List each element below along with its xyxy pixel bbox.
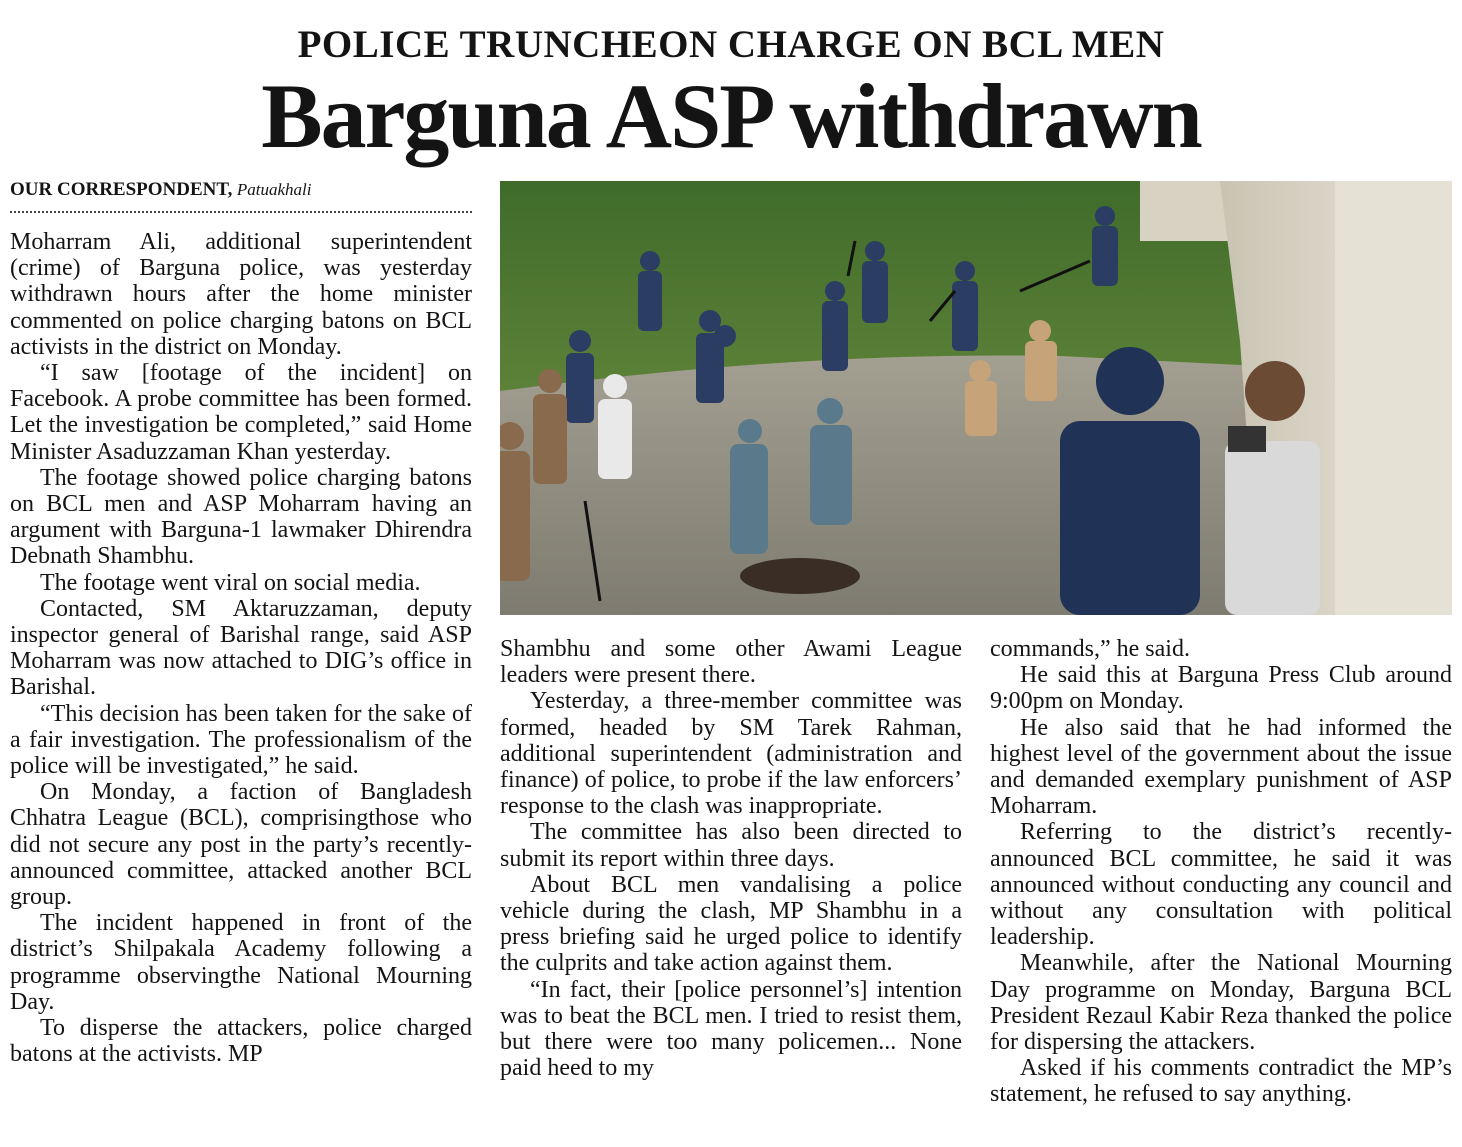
article-column-1 <box>10 229 472 1068</box>
paragraph: He also said that he had informed the highest level of the government about the issue and demanded exemplary punishment of ASP Moharram. <box>990 714 1452 820</box>
byline-name: OUR CORRESPONDENT, <box>10 179 233 200</box>
paragraph: Contacted, SM Aktaruzzaman, deputy inspector general of Barishal range, said ASP Moharram was now attached to DIG’s office in Barishal. <box>10 595 472 701</box>
paragraph: Meanwhile, after the National Mourning Day programme on Monday, Barguna BCL President Rezaul Kabir Reza thanked the police for dispersing the attackers. <box>990 950 1452 1056</box>
paragraph: Moharram Ali, additional superintendent (crime) of Barguna police, was yesterday withdrawn hours after the home minister commented on police charging batons on BCL activists in the district on Monday. <box>10 229 472 360</box>
paragraph: The footage went viral on social media. <box>40 569 421 596</box>
paragraph: “This decision has been taken for the sake of a fair investigation. The professionalism of the police will be investigated,” he said. <box>10 700 472 780</box>
paragraph: To disperse the attackers, police charged batons at the activists. MP <box>10 1015 472 1068</box>
kicker: POLICE TRUNCHEON CHARGE ON BCL MEN <box>297 23 1165 66</box>
paragraph: About BCL men vandalising a police vehicle during the clash, MP Shambhu in a press briefing said he urged police to identify the culprits and take action against them. <box>500 871 962 977</box>
paragraph: Yesterday, a three-member committee was formed, headed by SM Tarek Rahman, additional superintendent (administration and finance) of police, to probe if the law enforcers’ response to the clash was inappropriate. <box>500 688 962 820</box>
paragraph: He said this at Barguna Press Club around 9:00pm on Monday. <box>990 662 1452 715</box>
paragraph: Referring to the district’s recently-announced BCL committee, he said it was announced without conducting any council and without any consultation with political leadership. <box>990 819 1452 951</box>
paragraph: commands,” he said. <box>990 636 1190 662</box>
headline: Barguna ASP withdrawn <box>261 65 1201 167</box>
article-column-2 <box>500 636 962 1081</box>
paragraph: The footage showed police charging batons on BCL men and ASP Moharram having an argument with Barguna-1 lawmaker Dhirendra Debnath Shambhu. <box>10 464 472 570</box>
news-photo <box>500 181 1452 615</box>
byline-rule <box>10 211 472 213</box>
paragraph: Shambhu and some other Awami League leaders were present there. <box>500 636 962 689</box>
paragraph: “I saw [footage of the incident] on Facebook. A probe committee has been formed. Let the investigation be completed,” said Home Minister Asaduzzaman Khan yesterday. <box>10 360 472 465</box>
byline <box>10 179 472 201</box>
paragraph: “In fact, their [police personnel’s] intention was to beat the BCL men. I tried to resist them, but there were too many policemen... None paid heed to my <box>500 976 962 1082</box>
paragraph: Asked if his comments contradict the MP’s statement, he refused to say anything. <box>990 1055 1452 1108</box>
paragraph: The incident happened in front of the district’s Shilpakala Academy following a programme observingthe National Mourning Day. <box>10 910 472 1015</box>
article-column-3 <box>990 636 1452 1108</box>
byline-location: Patuakhali <box>236 180 312 199</box>
news-photo-police-clash-icon <box>500 181 1452 615</box>
paragraph: The committee has also been directed to submit its report within three days. <box>500 819 962 872</box>
paragraph: On Monday, a faction of Bangladesh Chhatra League (BCL), comprisingthose who did not secure any post in the party’s recently-announced committee, attacked another BCL group. <box>10 779 472 911</box>
